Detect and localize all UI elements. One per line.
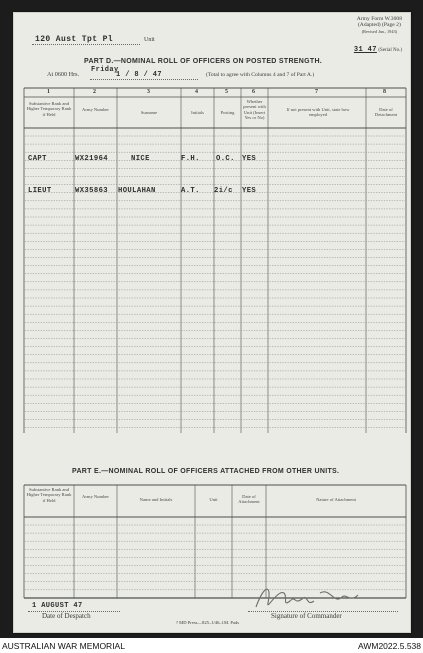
part-e-title: PART E.—NOMINAL ROLL OF OFFICERS ATTACHED FROM OTHER UNITS. [72, 468, 340, 475]
archive-reference: AWM2022.5.538 [358, 641, 421, 651]
e-col-header-nature: Nature of Attachment [316, 497, 356, 502]
e-col-header-rank: Substantive Rank and Higher Temporary Rank if Held [26, 487, 72, 503]
army-form-page [13, 12, 411, 633]
row-posting: O.C. [216, 155, 235, 163]
row-initials: A.T. [181, 187, 200, 195]
e-col-header-unit: Unit [209, 497, 218, 502]
col-header-rank: Substantive Rank and Higher Temporary Rank if Held [26, 101, 72, 117]
col-num-4: 4 [195, 89, 198, 95]
form-ref-line1: Army Form W.3008 [356, 16, 402, 22]
despatch-label: Date of Despatch [42, 612, 91, 620]
part-d-title: PART D.—NOMINAL ROLL OF OFFICERS ON POSTED STRENGTH. [84, 58, 323, 65]
form-ref-line3: (Revised Jan., 1943) [361, 28, 398, 34]
e-col-header-date: Date of Attachment [238, 494, 260, 505]
serial-value: 31 47 [353, 46, 377, 54]
total-note: (Total to agree with Columns 4 and 7 of Part A.) [206, 72, 315, 78]
col-num-5: 5 [225, 89, 228, 95]
serial-label: (Serial No.) [378, 48, 402, 53]
col-header-posting: Posting [220, 110, 235, 115]
unit-value: 120 Aust Tpt Pl [35, 35, 114, 44]
col-header-initials: Initials [191, 110, 204, 115]
col-header-surname: Surname [140, 110, 158, 115]
unit-label: Unit [144, 37, 155, 43]
row-present: YES [242, 155, 257, 163]
part-e-table-grid [14, 13, 412, 634]
day-value: Friday [91, 66, 119, 74]
row-surname: NICE [131, 155, 150, 163]
col-num-1: 1 [47, 89, 50, 95]
col-num-2: 2 [93, 89, 96, 95]
at-prefix: At 0600 Hrs. [47, 71, 80, 78]
e-col-header-name: Name and Initials [139, 497, 173, 502]
col-num-7: 7 [315, 89, 318, 95]
col-header-present: Whether present with Unit (Insert Yes or No) [243, 99, 266, 121]
archive-footer [0, 638, 423, 653]
row-present: YES [242, 187, 257, 195]
archive-name: AUSTRALIAN WAR MEMORIAL [2, 641, 125, 651]
col-num-6: 6 [252, 89, 255, 95]
row-posting: 2i/c [214, 187, 233, 195]
row-rank: LIEUT [28, 187, 52, 195]
row-surname: HOULAHAN [118, 187, 156, 195]
col-header-employed: If not present with Unit, state how employed [286, 107, 350, 118]
printer-imprint: ? MD Press—825–1/46–1M. Pads [176, 620, 240, 625]
date-value: 1 / 8 / 47 [116, 71, 163, 79]
signature-label: Signature of Commander [271, 612, 342, 620]
col-header-detachment: Date of Detachment [374, 107, 398, 118]
col-num-8: 8 [383, 89, 386, 95]
form-ref-line2: (Adapted) (Page 2) [357, 22, 401, 29]
row-rank: CAPT [28, 155, 47, 163]
row-initials: F.H. [181, 155, 200, 163]
row-army-number: WX21964 [75, 155, 108, 163]
despatch-date-value: 1 AUGUST 47 [32, 602, 83, 610]
col-header-army-number: Army Number [82, 107, 109, 112]
e-col-header-army-number: Army Number [82, 494, 109, 499]
row-army-number: WX35863 [75, 187, 108, 195]
signature-scribble [250, 581, 370, 615]
col-num-3: 3 [147, 89, 150, 95]
